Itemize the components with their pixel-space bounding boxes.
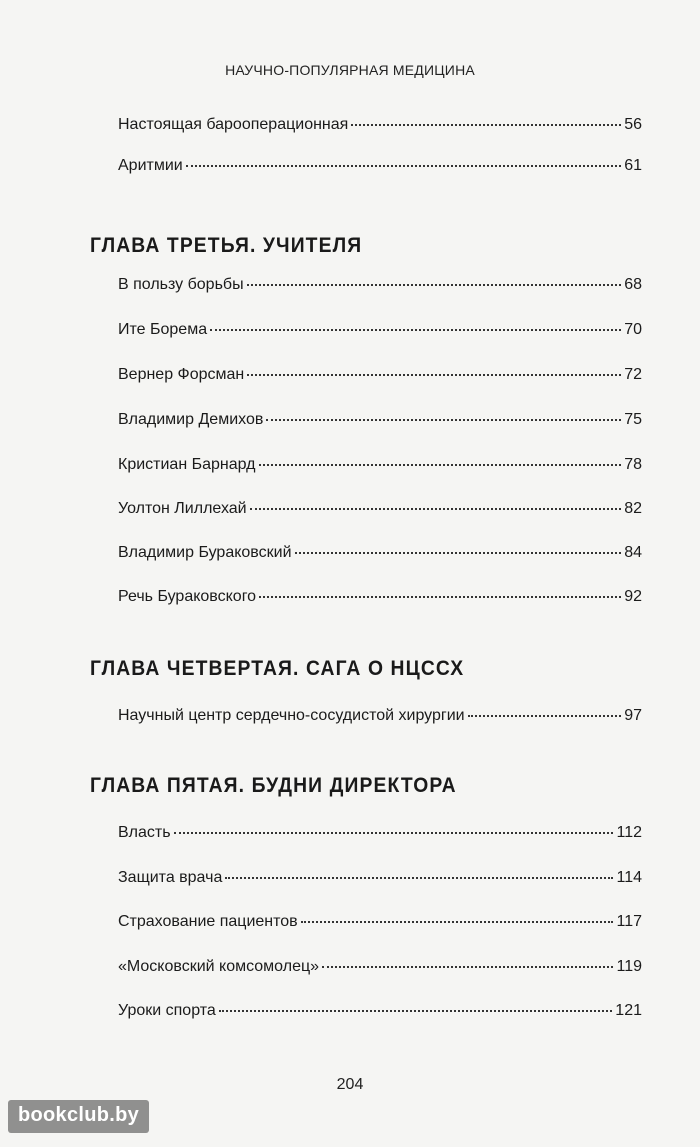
- toc-entry-page: 84: [624, 544, 642, 561]
- dot-leader: [250, 508, 622, 510]
- dot-leader: [247, 284, 622, 286]
- toc-entry-page: 92: [624, 588, 642, 605]
- running-head: НАУЧНО-ПОПУЛЯРНАЯ МЕДИЦИНА: [225, 62, 475, 78]
- toc-entry-page: 82: [624, 500, 642, 517]
- toc-entry-page: 117: [616, 913, 642, 930]
- toc-entry: [118, 913, 642, 931]
- toc-entry: [118, 321, 642, 339]
- dot-leader: [210, 329, 621, 331]
- toc-entry: [118, 707, 642, 725]
- toc-entry: [118, 544, 642, 562]
- toc-entry: [118, 1002, 642, 1020]
- dot-leader: [259, 596, 621, 598]
- dot-leader: [301, 921, 614, 923]
- dot-leader: [351, 124, 621, 126]
- dot-leader: [322, 966, 613, 968]
- toc-entry-page: 72: [624, 366, 642, 383]
- toc-entry-page: 56: [624, 116, 642, 133]
- toc-entry-title: Научный центр сердечно-сосудистой хирургии: [118, 707, 465, 724]
- chapter-heading: ГЛАВА ЧЕТВЕРТАЯ. САГА О НЦССХ: [90, 657, 465, 680]
- toc-entry: [118, 411, 642, 429]
- dot-leader: [225, 877, 613, 879]
- toc-entry-page: 68: [624, 276, 642, 293]
- toc-entry: [118, 456, 642, 474]
- toc-entry: [118, 276, 642, 294]
- toc-entry-title: Уроки спорта: [118, 1002, 216, 1019]
- dot-leader: [295, 552, 622, 554]
- toc-entry-page: 75: [624, 411, 642, 428]
- toc-entry-page: 112: [616, 824, 642, 841]
- toc-entry: [118, 824, 642, 842]
- page-number: 204: [336, 1076, 364, 1093]
- toc-entry-title: Кристиан Барнард: [118, 456, 256, 473]
- toc-entry-title: Вернер Форсман: [118, 366, 245, 383]
- chapter-heading: ГЛАВА ТРЕТЬЯ. УЧИТЕЛЯ: [90, 234, 363, 257]
- toc-entry-page: 70: [624, 321, 642, 338]
- toc-entry-page: 61: [624, 157, 642, 174]
- dot-leader: [219, 1010, 613, 1012]
- toc-entry-title: В пользу борьбы: [118, 276, 244, 293]
- toc-entry: [118, 157, 642, 175]
- dot-leader: [468, 715, 622, 717]
- toc-entry-title: Уолтон Лиллехай: [118, 500, 247, 517]
- dot-leader: [266, 419, 621, 421]
- toc-entry-page: 121: [615, 1002, 642, 1019]
- toc-entry: [118, 588, 642, 606]
- toc-entry-title: Страхование пациентов: [118, 913, 298, 930]
- toc-entry: [118, 116, 642, 134]
- dot-leader: [259, 464, 622, 466]
- toc-entry-title: Владимир Бураковский: [118, 544, 292, 561]
- dot-leader: [174, 832, 614, 834]
- toc-entry: [118, 366, 642, 384]
- toc-entry-title: Настоящая барооперационная: [118, 116, 349, 133]
- toc-entry-title: «Московский комсомолец»: [118, 958, 320, 975]
- dot-leader: [186, 165, 621, 167]
- toc-entry-title: Ите Борема: [118, 321, 208, 338]
- toc-entry-title: Защита врача: [118, 869, 223, 886]
- toc-entry-title: Власть: [118, 824, 171, 841]
- toc-entry: [118, 958, 642, 976]
- toc-entry-page: 78: [624, 456, 642, 473]
- chapter-heading: ГЛАВА ПЯТАЯ. БУДНИ ДИРЕКТОРА: [90, 774, 457, 797]
- toc-entry-page: 114: [616, 869, 642, 886]
- toc-entry-page: 119: [616, 958, 642, 975]
- toc-entry-title: Речь Бураковского: [118, 588, 257, 605]
- toc-entry-title: Аритмии: [118, 157, 183, 174]
- toc-entry: [118, 500, 642, 518]
- toc-entry-page: 97: [624, 707, 642, 724]
- toc-entry-title: Владимир Демихов: [118, 411, 264, 428]
- toc-entry: [118, 869, 642, 887]
- site-watermark: bookclub.by: [8, 1100, 149, 1133]
- dot-leader: [247, 374, 621, 376]
